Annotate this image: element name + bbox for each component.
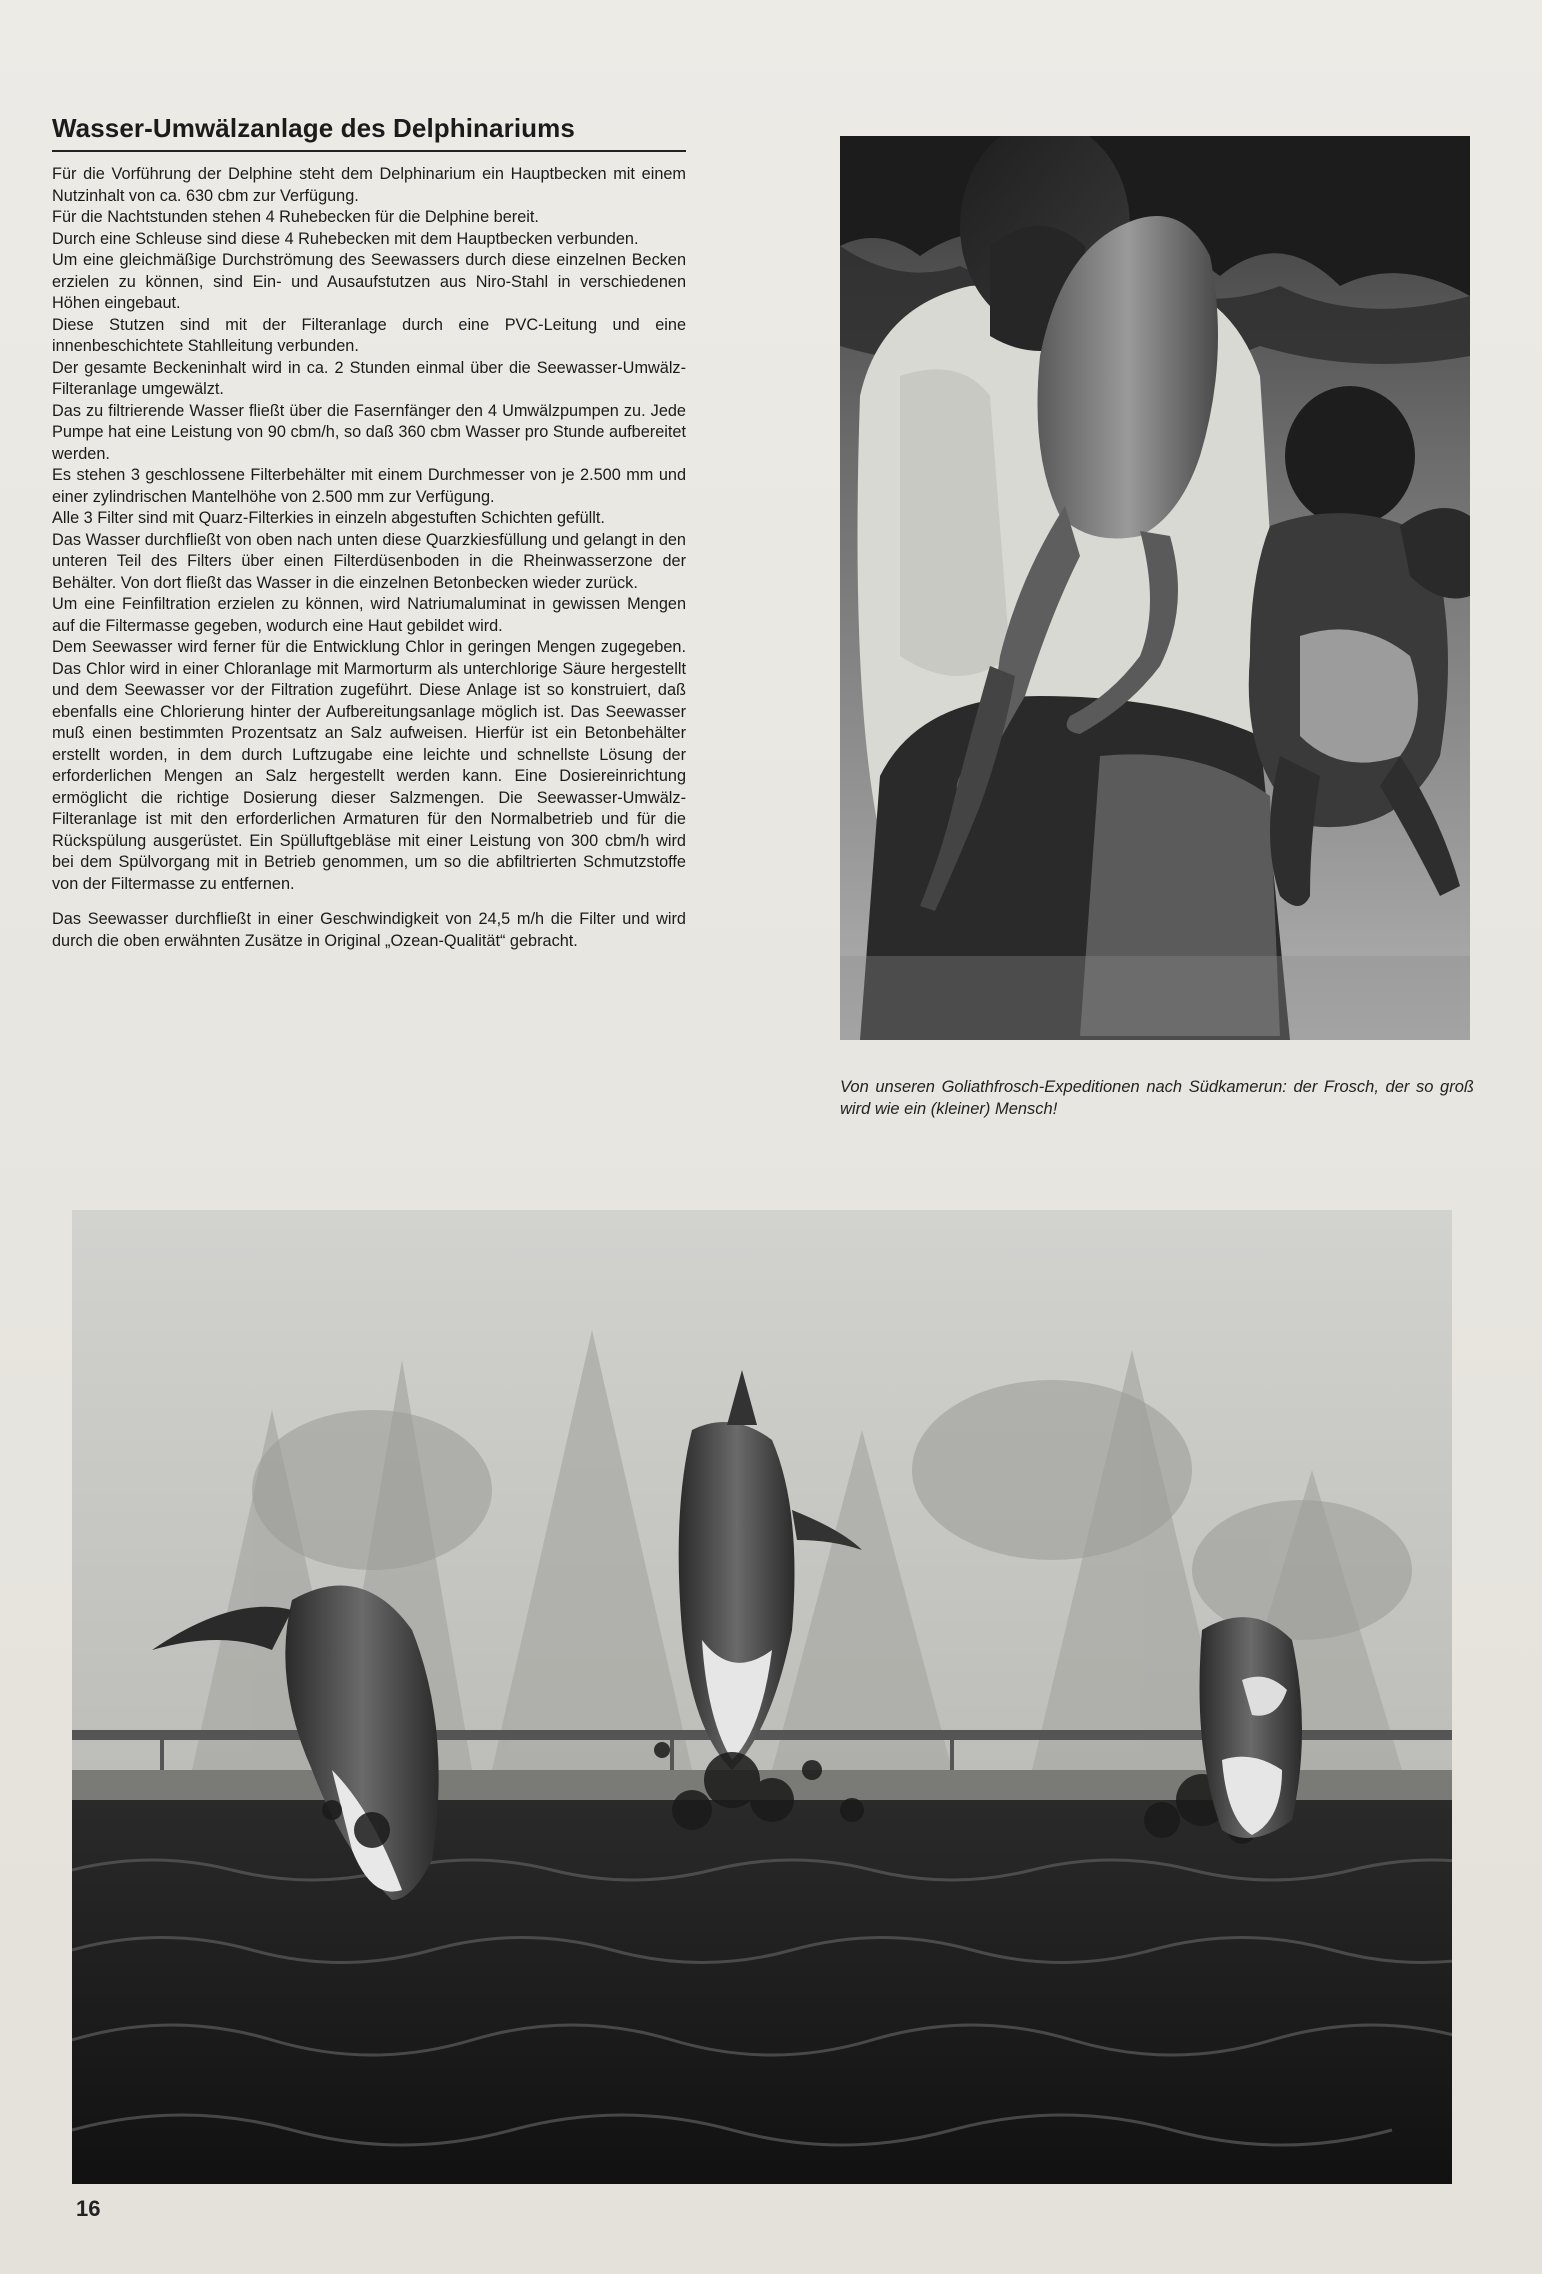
- frog-photo-caption: Von unseren Goliathfrosch-Expeditionen nach Südkamerun: der Frosch, der so groß wird wie ein (kleiner) Mensch!: [840, 1078, 1474, 1118]
- dolphin-show-photo-art: [72, 1210, 1452, 2184]
- dolphin-show-photo: [72, 1210, 1452, 2184]
- article-paragraph: Um eine gleichmäßige Durchströmung des Seewassers durch diese einzelnen Becken erzielen zu können, sind Ein- und Ausaufstutzen aus Niro-Stahl in verschiedenen Höhen eingebaut.: [52, 251, 686, 312]
- page-number: 16: [76, 2196, 101, 2221]
- article-paragraph: Der gesamte Beckeninhalt wird in ca. 2 Stunden einmal über die Seewasser-Umwälz-Filteranlage umgewälzt.: [52, 358, 686, 398]
- article-paragraph: Dem Seewasser wird ferner für die Entwicklung Chlor in geringen Mengen zugegeben. Das Chlor wird in einer Chloranlage mit Marmorturm als unterchlorige Säure hergestellt und dem Seewasser vor der Filtration zugeführt. Diese Anlage ist so konstruiert, daß ebenfalls eine Chlorierung hinter der Aufbereitungsanlage möglich ist. Das Seewasser muß einen bestimmten Prozentsatz an Salz aufweisen. Hierfür ist ein Betonbehälter erstellt worden, in dem durch Luftzugabe eine leichte und schnellste Lösung der erforderlichen Mengen an Salz hergestellt werden kann. Eine Dosiereinrichtung ermöglicht die richtige Dosierung dieser Salzmengen. Die Seewasser-Umwälz-Filteranlage ist mit den erforderlichen Armaturen für den Normalbetrieb und für die Rückspülung ausgerüstet. Ein Spülluftgebläse mit einer Leistung von 300 cbm/h wird bei dem Spülvorgang mit in Betrieb genommen, um so die abfiltrierten Schmutzstoffe von der Filtermasse zu entfernen.: [52, 638, 686, 893]
- article-paragraph: Diese Stutzen sind mit der Filteranlage durch eine PVC-Leitung und eine innenbeschichtete Stahlleitung verbunden.: [52, 315, 686, 355]
- article-paragraph: Das Seewasser durchfließt in einer Geschwindigkeit von 24,5 m/h die Filter und wird durch die oben erwähnten Zusätze in Original „Ozean-Qualität“ gebracht.: [52, 910, 686, 950]
- article-paragraph: Alle 3 Filter sind mit Quarz-Filterkies in einzeln abgestuften Schichten gefüllt.: [52, 509, 605, 527]
- article-paragraph: Für die Vorführung der Delphine steht dem Delphinarium ein Hauptbecken mit einem Nutzinhalt von ca. 630 cbm zur Verfügung.: [52, 165, 686, 205]
- article-column: [52, 112, 686, 952]
- goliath-frog-photo: [840, 136, 1470, 1040]
- article-paragraph: Das Wasser durchfließt von oben nach unten diese Quarzkiesfüllung und gelangt in den unteren Teil des Filters über einen Filterdüsenboden in die Rheinwasserzone der Behälter. Von dort fließt das Wasser in die einzelnen Betonbecken wieder zurück.: [52, 530, 686, 592]
- article-paragraph: Für die Nachtstunden stehen 4 Ruhebecken für die Delphine bereit.: [52, 208, 539, 226]
- article-paragraph: Es stehen 3 geschlossene Filterbehälter mit einem Durchmesser von je 2.500 mm und einer zylindrischen Mantelhöhe von 2.500 mm zur Verfügung.: [52, 466, 686, 506]
- goliath-frog-photo-art: [840, 136, 1470, 1040]
- article-paragraph: Um eine Feinfiltration erzielen zu können, wird Natriumaluminat in gewissen Mengen auf die Filtermasse gegeben, wodurch eine Haut gebildet wird.: [52, 595, 686, 635]
- article-headline: Wasser-Umwälzanlage des Delphinariums: [52, 112, 686, 152]
- article-paragraph: Das zu filtrierende Wasser fließt über die Fasernfänger den 4 Umwälzpumpen zu. Jede Pumpe hat eine Leistung von 90 cbm/h, so daß 360 cbm Wasser pro Stunde aufbereitet werden.: [52, 401, 686, 463]
- article-paragraph: Durch eine Schleuse sind diese 4 Ruhebecken mit dem Hauptbecken verbunden.: [52, 229, 639, 248]
- article-body: [52, 164, 686, 952]
